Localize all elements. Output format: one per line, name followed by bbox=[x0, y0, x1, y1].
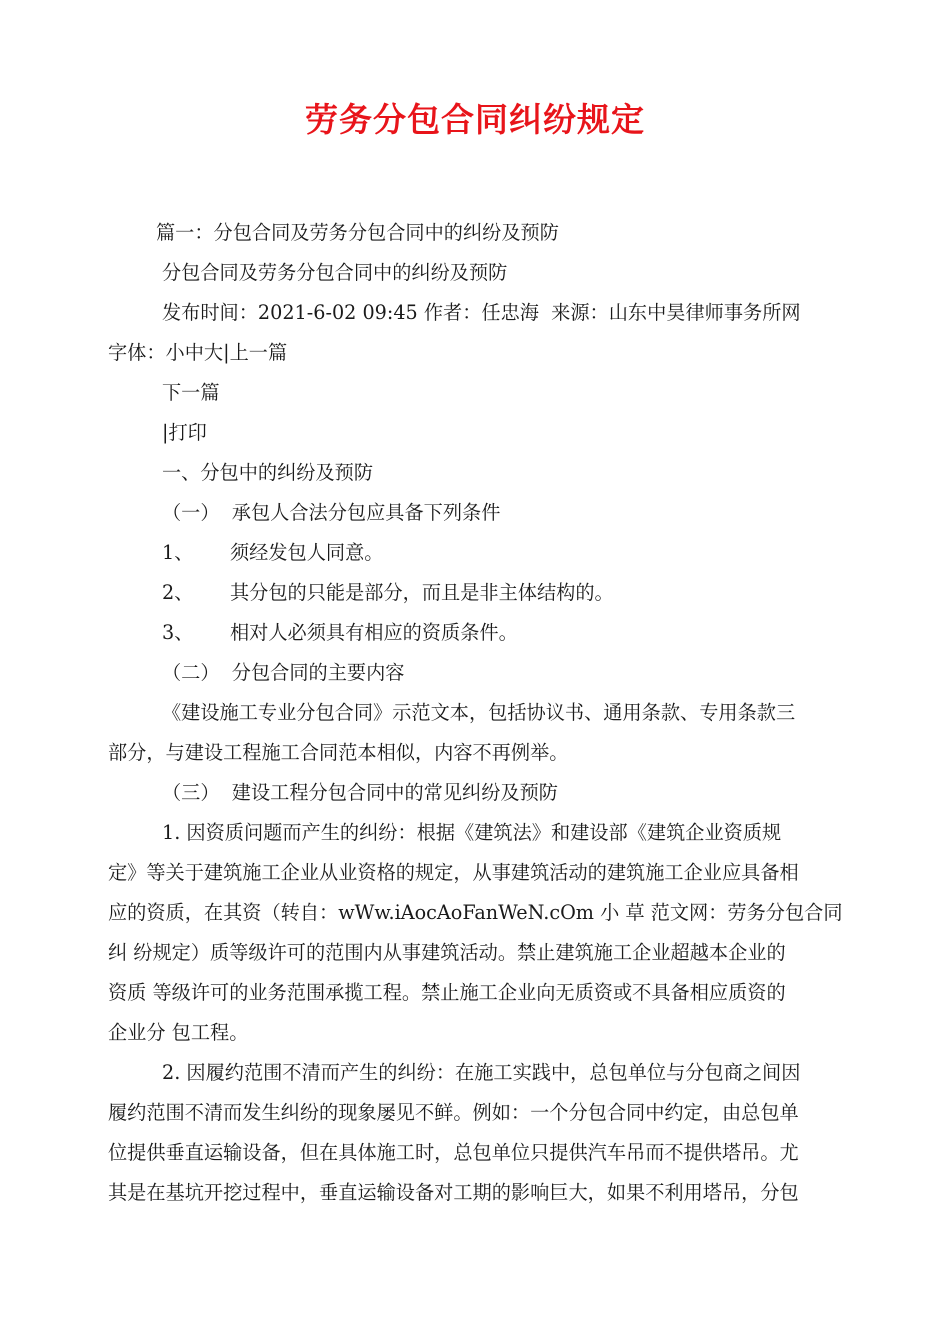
list-item: 3、 相对人必须具有相应的资质条件。 bbox=[162, 621, 518, 644]
paragraph-heading: 一、分包中的纠纷及预防 bbox=[162, 461, 374, 484]
paragraph-line: 履约范围不清而发生纠纷的现象屡见不鲜。例如：一个分包合同中约定，由总包单 bbox=[108, 1101, 799, 1124]
next-article-link: 下一篇 bbox=[162, 381, 220, 404]
list-item: 1、 须经发包人同意。 bbox=[162, 541, 384, 564]
document-body bbox=[108, 213, 844, 1213]
paragraph-line: 位提供垂直运输设备，但在具体施工时，总包单位只提供汽车吊而不提供塔吊。尤 bbox=[108, 1141, 799, 1164]
print-link: |打印 bbox=[162, 421, 207, 444]
paragraph-heading: （一） 承包人合法分包应具备下列条件 bbox=[162, 501, 501, 524]
font-size-links: 字体：小中大|上一篇 bbox=[108, 341, 288, 364]
article-title: 分包合同及劳务分包合同中的纠纷及预防 bbox=[162, 261, 508, 284]
list-item: 2、 其分包的只能是部分，而且是非主体结构的。 bbox=[162, 581, 614, 604]
paragraph-line: 纠 纷规定）质等级许可的范围内从事建筑活动。禁止建筑施工企业超越本企业的 bbox=[108, 941, 786, 964]
paragraph-line: 应的资质，在其资（转自：wWw.iAocAoFanWeN.cOm 小 草 范文网：劳务分包合同 bbox=[108, 901, 843, 924]
paragraph-line: 定》等关于建筑施工企业从业资格的规定，从事建筑活动的建筑施工企业应具备相 bbox=[108, 861, 799, 884]
paragraph-line: 资质 等级许可的业务范围承揽工程。禁止施工企业向无质资或不具备相应质资的 bbox=[108, 981, 786, 1004]
paragraph-line: 其是在基坑开挖过程中，垂直运输设备对工期的影响巨大，如果不利用塔吊，分包 bbox=[108, 1181, 799, 1204]
publish-info: 发布时间：2021-6-02 09:45 作者：任忠海 来源：山东中昊律师事务所网 bbox=[162, 301, 801, 324]
paragraph-line: 1. 因资质问题而产生的纠纷：根据《建筑法》和建设部《建筑企业资质规 bbox=[162, 821, 782, 844]
section-heading: 篇一：分包合同及劳务分包合同中的纠纷及预防 bbox=[156, 221, 559, 244]
paragraph-heading: （二） 分包合同的主要内容 bbox=[162, 661, 405, 684]
paragraph-line: 《建设施工专业分包合同》示范文本，包括协议书、通用条款、专用条款三 bbox=[162, 701, 796, 724]
document-title: 劳务分包合同纠纷规定 bbox=[305, 100, 645, 139]
paragraph-line: 2. 因履约范围不清而产生的纠纷：在施工实践中，总包单位与分包商之间因 bbox=[162, 1061, 801, 1084]
paragraph-line: 企业分 包工程。 bbox=[108, 1021, 249, 1044]
paragraph-line: 部分，与建设工程施工合同范本相似，内容不再例举。 bbox=[108, 741, 569, 764]
paragraph-heading: （三） 建设工程分包合同中的常见纠纷及预防 bbox=[162, 781, 558, 804]
